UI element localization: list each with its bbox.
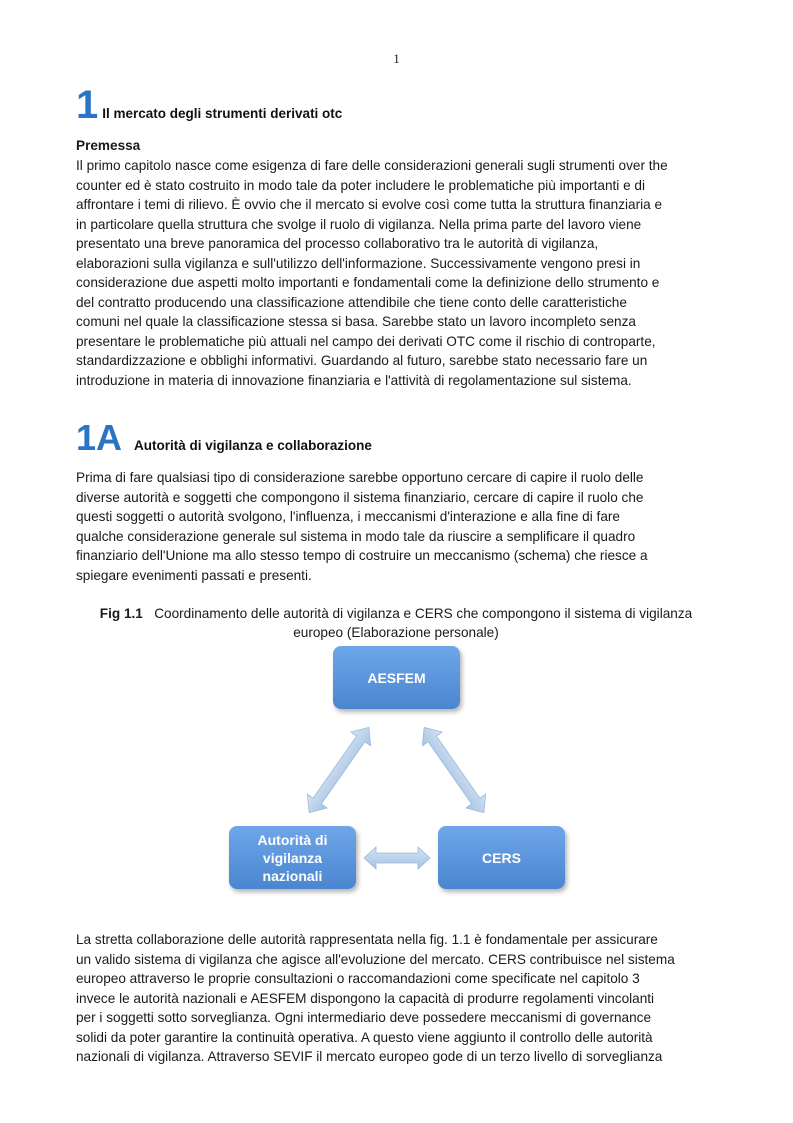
text-line: nazionali di vigilanza. Attraverso SEVIF il mercato europeo gode di un terzo livello di sorveglianza — [76, 1049, 663, 1064]
aesfem-node — [333, 646, 460, 709]
text-line: standardizzazione e obblighi informativi. Guardando al futuro, sarebbe stato necessario fare un — [76, 353, 648, 368]
node-label-line: nazionali — [262, 867, 323, 884]
text-line: considerazione due aspetti molto importanti e fondamentali come la definizione dello strumento e — [76, 275, 660, 290]
premessa-title: Premessa — [76, 138, 141, 153]
caption-line-2: europeo (Elaborazione personale) — [293, 625, 499, 640]
arrow-top-right — [414, 721, 493, 820]
closing-paragraph — [76, 930, 716, 1067]
collaboration-diagram — [222, 643, 542, 893]
text-line: affrontare i temi di rilievo. È ovvio che il mercato si evolve così come tutta la struttura finanziaria e — [76, 197, 663, 212]
arrow-top-left — [299, 721, 378, 820]
text-line: del contratto producendo una classificazione attendibile che tiene conto delle caratteristiche — [76, 294, 627, 310]
section-paragraph — [76, 468, 716, 585]
text-line: europeo attraverso le proprie consultazioni o raccomandazioni come specificate nel capitolo 3 — [76, 971, 640, 986]
cers-node — [438, 826, 565, 889]
section-heading — [76, 418, 372, 458]
premessa-heading — [76, 136, 716, 156]
chapter-title: Il mercato degli strumenti derivati otc — [102, 106, 343, 121]
cers-label: CERS — [482, 849, 521, 866]
figure-caption — [76, 604, 716, 642]
figure-label: Fig 1.1 — [99, 606, 143, 621]
section-number: 1A — [76, 417, 123, 458]
text-line: diverse autorità e soggetti che compongono il sistema finanziario, cercare di capire il ruolo che — [76, 489, 644, 505]
text-line: questi soggetti o autorità svolgono, l'influenza, i meccanismi d'interazione e alla fine di fare — [76, 509, 620, 524]
node-label-line: Autorità di — [257, 831, 328, 848]
national-authorities-node — [229, 826, 356, 889]
text-line: solidi da poter garantire la continuità operativa. A questo viene aggiunto il controllo delle autorità — [76, 1029, 653, 1045]
text-line: qualche considerazione generale sul sistema in modo tale da riuscire a semplificare il quadro — [76, 528, 636, 544]
text-line: presentato una breve panoramica del processo collaborativo tra le autorità di vigilanza, — [76, 236, 599, 251]
text-line: invece le autorità nazionali e AESFEM dispongono la capacità di produrre regolamenti vincolanti — [76, 990, 655, 1006]
text-line: spiegare evenimenti passati e presenti. — [76, 567, 312, 583]
text-line: counter ed è stato costruito in modo tale da poter includere le problematiche più importanti e di — [76, 177, 645, 193]
chapter-heading — [76, 84, 342, 126]
chapter-number: 1 — [76, 83, 99, 127]
page-number: 1 — [393, 51, 400, 66]
text-line: in particolare quella struttura che svolge il ruolo di vigilanza. Nella prima parte del lavoro viene — [76, 216, 642, 232]
premessa-paragraph — [76, 156, 716, 390]
text-line: presentare le problematiche più attuali nel campo dei derivati OTC come il rischio di controparte, — [76, 333, 656, 349]
text-line: comuni nel quale la classificazione stessa si basa. Sarebbe stato un lavoro incompleto senza — [76, 314, 636, 329]
arrow-bottom — [364, 847, 430, 869]
text-line: elaborazioni sulla vigilanza e sull'utilizzo dell'informazione. Successivamente vengono presi in — [76, 255, 641, 271]
node-label-line: vigilanza — [262, 849, 323, 866]
text-line: un valido sistema di vigilanza che agisce all'evoluzione del mercato. CERS contribuisce nel sistema — [76, 951, 675, 967]
text-line: per i soggetti sotto sorveglianza. Ogni intermediario deve possedere meccanismi di governance — [76, 1010, 652, 1025]
text-line: Il primo capitolo nasce come esigenza di fare delle considerazioni generali sugli strumenti over the — [76, 158, 668, 173]
caption-line-1: Coordinamento delle autorità di vigilanza e CERS che compongono il sistema di vigilanza — [154, 606, 693, 621]
text-line: introduzione in materia di innovazione finanziaria e l'attività di regolamentazione sul sistema. — [76, 372, 632, 388]
text-line: La stretta collaborazione delle autorità rappresentata nella fig. 1.1 è fondamentale per assicurare — [76, 932, 658, 947]
text-line: Prima di fare qualsiasi tipo di considerazione sarebbe opportuno cercare di capire il ruolo delle — [76, 470, 644, 485]
section-title: Autorità di vigilanza e collaborazione — [134, 438, 372, 453]
text-line: finanziario dell'Unione ma allo stesso tempo di costruire un meccanismo (schema) che riesce a — [76, 548, 648, 563]
aesfem-label: AESFEM — [367, 669, 426, 686]
